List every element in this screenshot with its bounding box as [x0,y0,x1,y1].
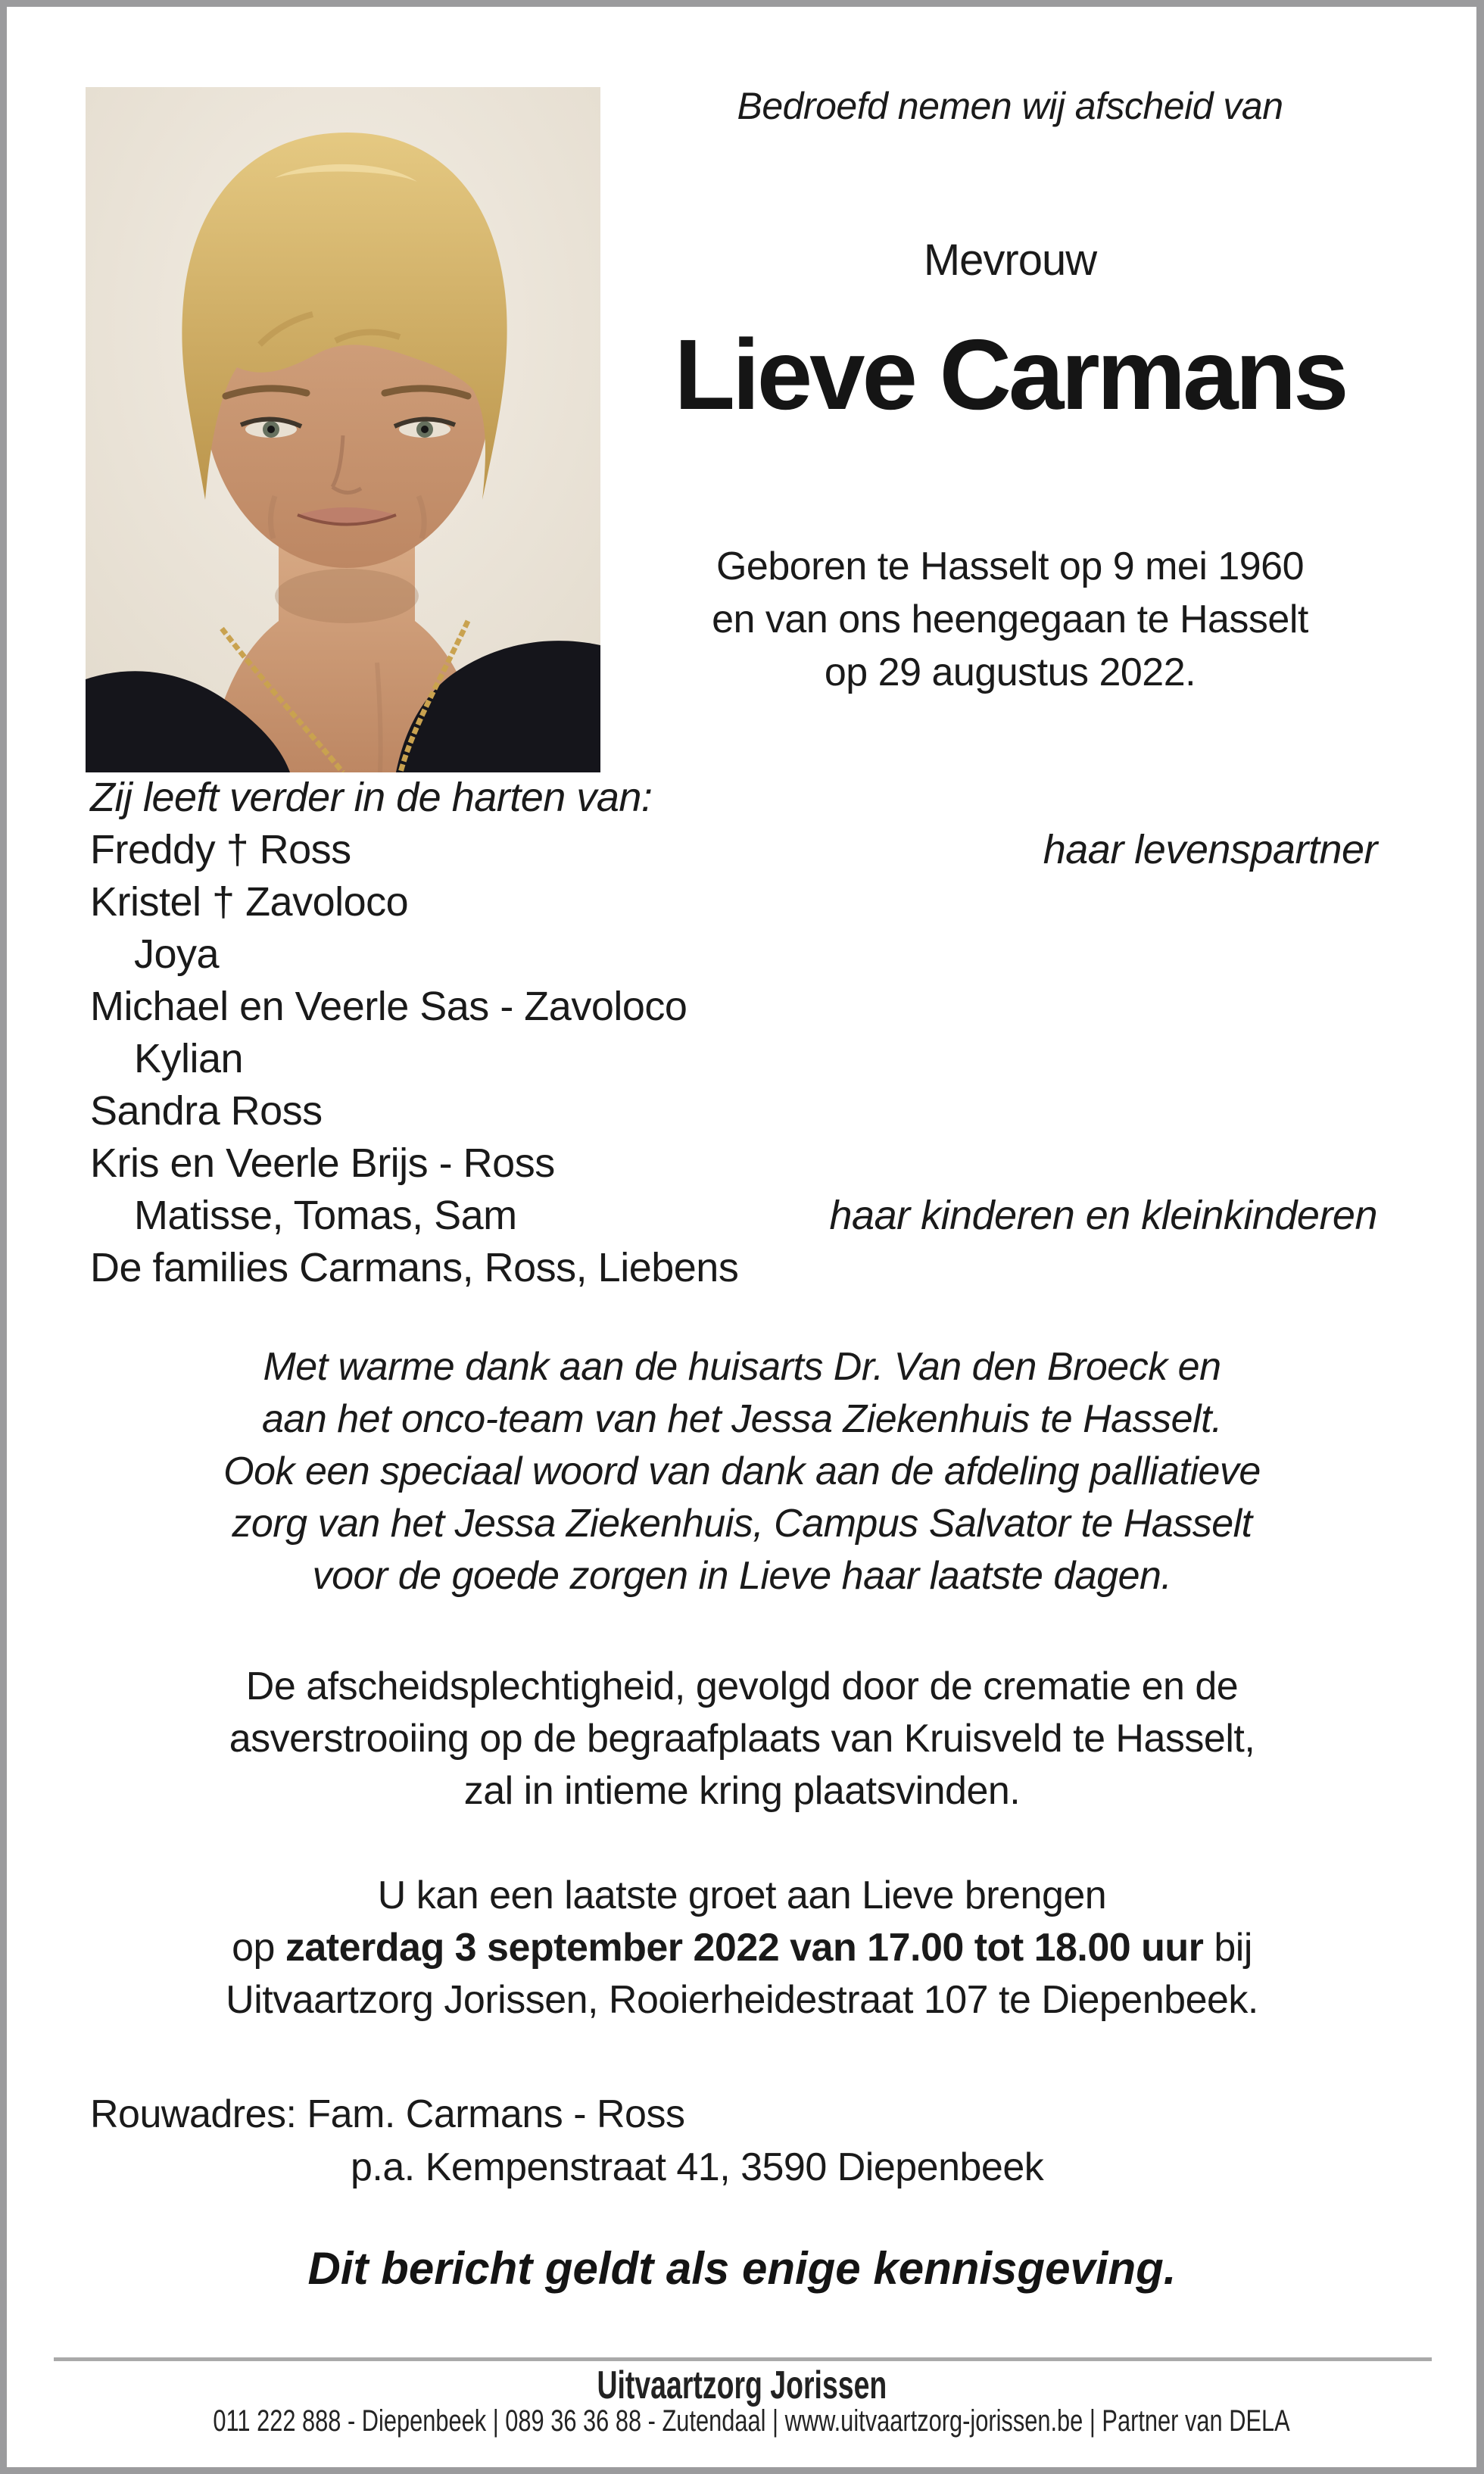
visitation-datetime: zaterdag 3 september 2022 van 17.00 tot 18.00 uur [285,1926,1204,1970]
family-row [90,876,1377,928]
thanks-line: Met warme dank aan de huisarts Dr. Van den Broeck en [263,1345,1221,1389]
death-date-line: op 29 augustus 2022. [824,650,1196,694]
family-member: Sandra Ross [90,1088,323,1134]
life-dates [613,540,1408,699]
thanks-line: aan het onco-team van het Jessa Ziekenhuis te Hasselt. [262,1397,1222,1441]
thanks-line: zorg van het Jessa Ziekenhuis, Campus Salvator te Hasselt [232,1502,1252,1546]
deceased-name: Lieve Carmans [674,319,1346,430]
family-intro: Zij leeft verder in de harten van: [90,775,653,820]
obituary-page [7,7,1476,2467]
ceremony-line: zal in intieme kring plaatsvinden. [463,1769,1021,1813]
visitation-line [52,1922,1432,1974]
photo-right-pupil [421,426,429,433]
portrait-photo-graphic [86,87,600,772]
family-row [90,981,1377,1033]
visitation-prefix: op [232,1926,285,1970]
salutation: Mevrouw [923,236,1097,285]
thanks-line: Ook een speciaal woord van dank aan de afdeling palliatieve [223,1449,1261,1493]
final-notice: Dit bericht geldt als enige kennisgeving. [307,2243,1177,2294]
footer-company-name [52,2363,1432,2407]
family-member: De families Carmans, Ross, Liebens [90,1245,739,1290]
thanks-line: voor de goede zorgen in Lieve haar laatste dagen. [312,1554,1172,1598]
family-member: Joya [134,931,220,977]
family-row [90,824,1377,876]
visitation-line: Uitvaartzorg Jorissen, Rooierheidestraat 107 te Diepenbeek. [226,1978,1258,2022]
mourning-address [90,2088,1043,2194]
family-member: Michael en Veerle Sas - Zavoloco [90,984,687,1029]
birth-line: Geboren te Hasselt op 9 mei 1960 [716,544,1305,588]
family-row [90,1190,1377,1242]
footer-contact-line [52,2403,1432,2439]
family-member: Kris en Veerle Brijs - Ross [90,1140,555,1186]
address-line: Rouwadres: Fam. Carmans - Ross [90,2092,685,2136]
visitation-paragraph [52,1870,1432,2026]
visitation-line: U kan een laatste groet aan Lieve brengen [377,1873,1107,1917]
family-row [90,1033,1377,1085]
family-row [90,1242,1377,1294]
family-row [90,928,1377,981]
ceremony-line: asverstrooiing op de begraafplaats van Kruisveld te Hasselt, [229,1717,1255,1761]
address-line: p.a. Kempenstraat 41, 3590 Diepenbeek [351,2145,1044,2189]
photo-left-pupil [267,426,275,433]
visitation-suffix: bij [1203,1926,1252,1970]
family-row [90,1085,1377,1137]
family-member: Matisse, Tomas, Sam [134,1193,517,1238]
family-row [90,1137,1377,1190]
thanks-paragraph [52,1341,1432,1602]
footer-contact-text: 011 222 888 - Diepenbeek | 089 36 36 88 - Zutendaal | www.uitvaartzorg-jorissen.be | Partner van DELA [213,2404,1290,2438]
intro-line: Bedroefd nemen wij afscheid van [737,85,1283,127]
photo-chin-shadow [275,569,419,623]
family-section [90,772,1377,1294]
family-member: Kylian [134,1036,244,1081]
family-relation: haar levenspartner [1043,827,1377,872]
family-relation: haar kinderen en kleinkinderen [829,1193,1377,1238]
footer-company-text: Uitvaartzorg Jorissen [597,2363,887,2407]
family-member: Freddy † Ross [90,827,351,872]
ceremony-paragraph [52,1661,1432,1817]
family-member: Kristel † Zavoloco [90,879,409,925]
ceremony-line: De afscheidsplechtigheid, gevolgd door de crematie en de [245,1664,1239,1708]
footer-divider [54,2357,1432,2361]
death-line: en van ons heengegaan te Hasselt [712,597,1308,641]
portrait-photo [86,87,600,772]
